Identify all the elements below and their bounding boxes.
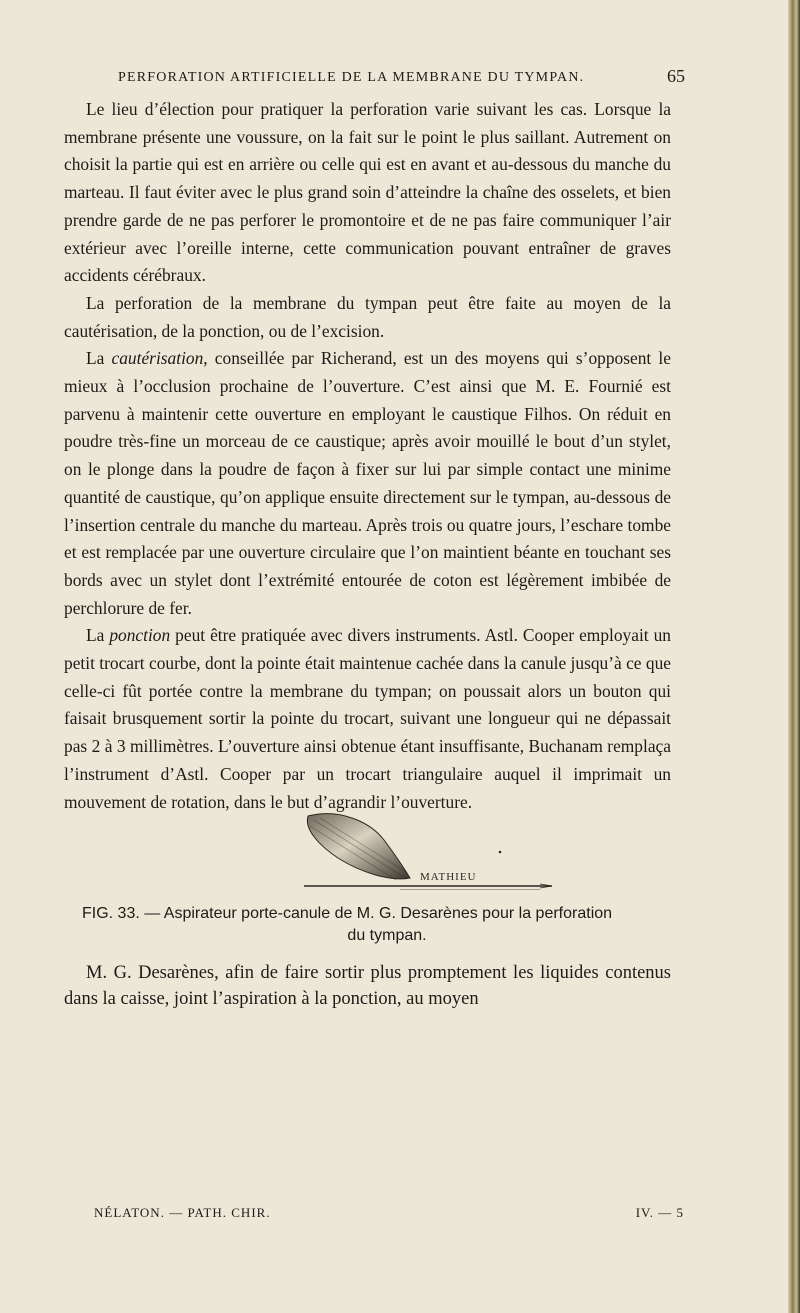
figure-aspirator: [300, 810, 556, 890]
term-ponction: ponction: [109, 625, 171, 646]
engraver-signature: MATHIEU: [420, 871, 477, 883]
footer-sheet-mark: IV. — 5: [635, 1205, 684, 1220]
body-continuation: [64, 960, 671, 1012]
aspirator-illustration: [300, 810, 556, 890]
paragraph-cauterisation: [64, 345, 671, 622]
paragraph-rest: peut être pratiquée avec divers instruments. Astl. Cooper employait un petit trocart courbe, dont la pointe était maintenue cachée dans la canule jusqu’à ce que celle-ci fût portée contre la membrane du tympan; on poussait alors un bouton qui faisait brusquement sortir la pointe du trocart, suivant une longueur qui ne dépassait pas 2 à 3 millimètres. L’ouverture ainsi obtenue étant insuffisante, Buchanam remplaça l’instrument d’Astl. Cooper par un trocart triangulaire auquel il imprimait un mouvement de rotation, dans le but d’agrandir l’ouverture.: [64, 625, 671, 812]
caption-line: du tympan.: [347, 927, 427, 944]
footer-signature: NÉLATON. — PATH. CHIR.: [94, 1205, 271, 1220]
running-header: PERFORATION ARTIFICIELLE DE LA MEMBRANE DU TYMPAN.: [118, 70, 585, 85]
paragraph-election: Le lieu d’élection pour pratiquer la perforation varie suivant les cas. Lorsque la membrane présente une voussure, on la fait sur le point le plus saillant. Autrement on choisit la partie qui est en arrière ou celle qui est en avant et au-dessous du manche du marteau. Il faut éviter avec le plus grand soin d’atteindre la chaîne des osselets, et bien prendre garde de ne pas perforer le promontoire et de ne pas faire communiquer l’air extérieur avec l’oreille interne, cette communication pouvant entraîner de graves accidents cérébraux.: [64, 99, 671, 286]
page-edge: [788, 0, 800, 1313]
page-number: 65: [667, 66, 685, 86]
term-cauterisation: cautérisation: [111, 348, 204, 369]
body-text: [64, 96, 671, 816]
paragraph-ponction: [64, 622, 671, 816]
paragraph-desarenes: M. G. Desarènes, afin de faire sortir plus promptement les liquides contenus dans la caisse, joint l’aspiration à la ponction, au moyen: [64, 963, 671, 1009]
paragraph-rest: , conseillée par Richerand, est un des moyens qui s’opposent le mieux à l’occlusion prochaine de l’ouverture. C’est ainsi que M. E. Fournié est parvenu à maintenir cette ouverture en employant le caustique Filhos. On réduit en poudre très-fine un morceau de ce caustique; après avoir mouillé le bout d’un stylet, on le plonge dans la poudre de façon à fixer sur lui par simple contact une minime quantité de caustique, qu’on applique ensuite directement sur le tympan, au-dessous de l’insertion centrale du manche du marteau. Après trois ou quatre jours, l’eschare tombe et est remplacée par une ouverture circulaire que l’on maintient béante en touchant ses bords avec un stylet dont l’extrémité entourée de coton est légèrement imbibée de perchlorure de fer.: [64, 348, 671, 618]
caption-line: FIG. 33. — Aspirateur porte-canule de M. G. Desarènes pour la perforation: [82, 905, 613, 922]
paragraph-prefix: La: [86, 625, 110, 646]
page-footer: [94, 1205, 684, 1221]
paragraph-prefix: La: [86, 348, 112, 369]
figure-caption: [82, 903, 692, 947]
paragraph-methods: La perforation de la membrane du tympan peut être faite au moyen de la cautérisation, de la ponction, ou de l’excision.: [64, 292, 671, 341]
